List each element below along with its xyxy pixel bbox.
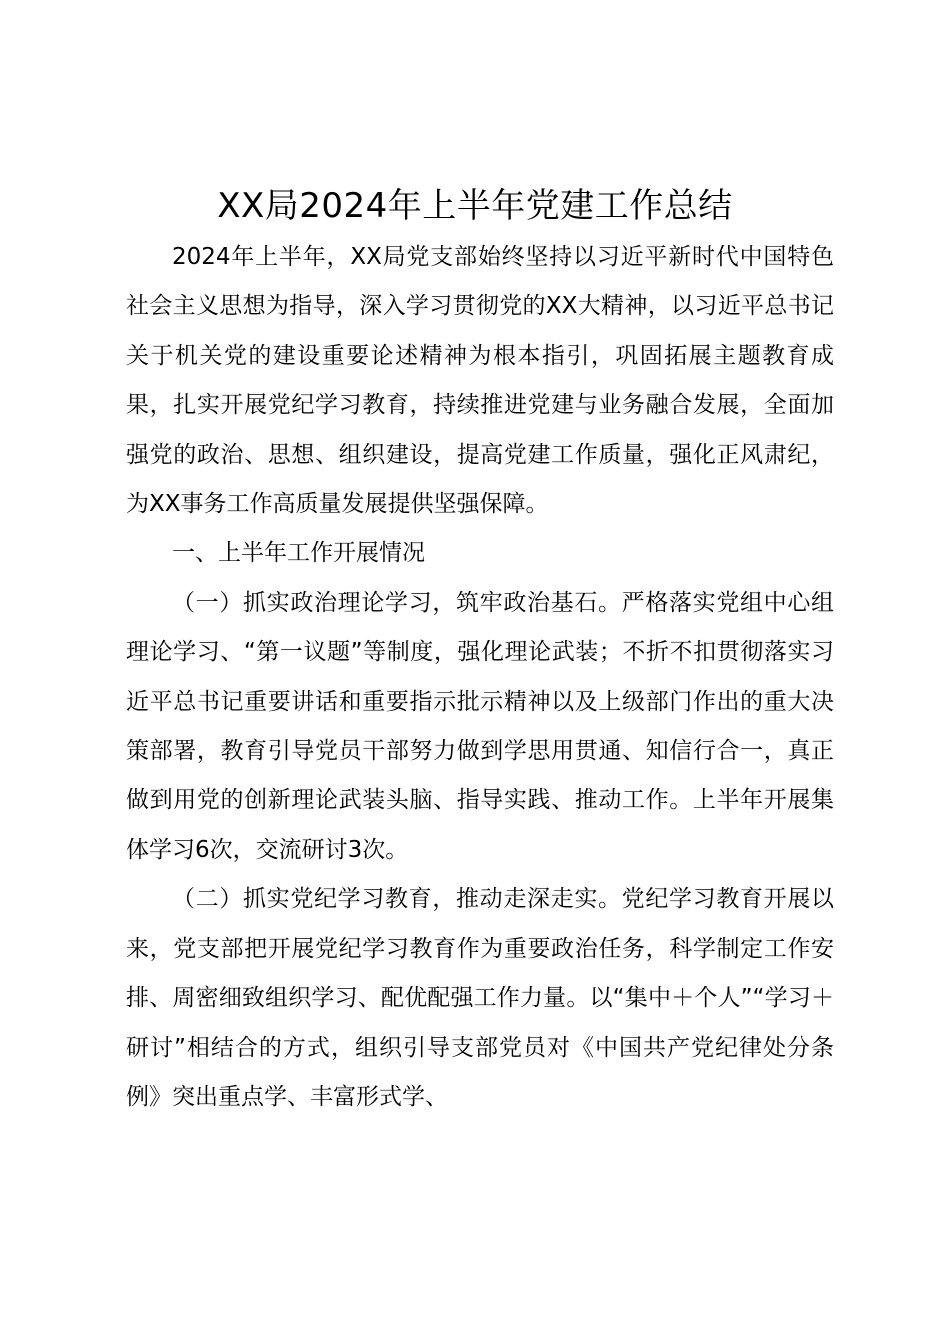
document-body bbox=[126, 233, 834, 1122]
intro-paragraph: 2024年上半年，XX局党支部始终坚持以习近平新时代中国特色社会主义思想为指导，深入学习贯彻党的XX大精神，以习近平总书记关于机关党的建设重要论述精神为根本指引，巩固拓展主题教育成果，扎实开展党纪学习教育，持续推进党建与业务融合发展，全面加强党的政治、思想、组织建设，提高党建工作质量，强化正风肃纪，为XX事务工作高质量发展提供坚强保障。 bbox=[126, 244, 834, 518]
section-heading: 一、上半年工作开展情况 bbox=[172, 540, 425, 567]
section-item-paragraph: （二）抓实党纪学习教育，推动走深走实。党纪学习教育开展以来，党支部把开展党纪学习教育作为重要政治任务，科学制定工作安排、周密细致组织学习、配优配强工作力量。以“集中＋个人”“学习＋研讨”相结合的方式，组织引导支部党员对《中国共产党纪律处分条例》突出重点学、丰富形式学、 bbox=[126, 886, 834, 1110]
section-item-paragraph: （一）抓实政治理论学习，筑牢政治基石。严格落实党组中心组理论学习、“第一议题”等制度，强化理论武装；不折不扣贯彻落实习近平总书记重要讲话和重要指示批示精神以及上级部门作出的重大决策部署，教育引导党员干部努力做到学思用贯通、知信行合一，真正做到用党的创新理论武装头脑、指导实践、推动工作。上半年开展集体学习6次，交流研讨3次。 bbox=[126, 589, 834, 863]
document-title: XX局2024年上半年党建工作总结 bbox=[217, 186, 733, 226]
